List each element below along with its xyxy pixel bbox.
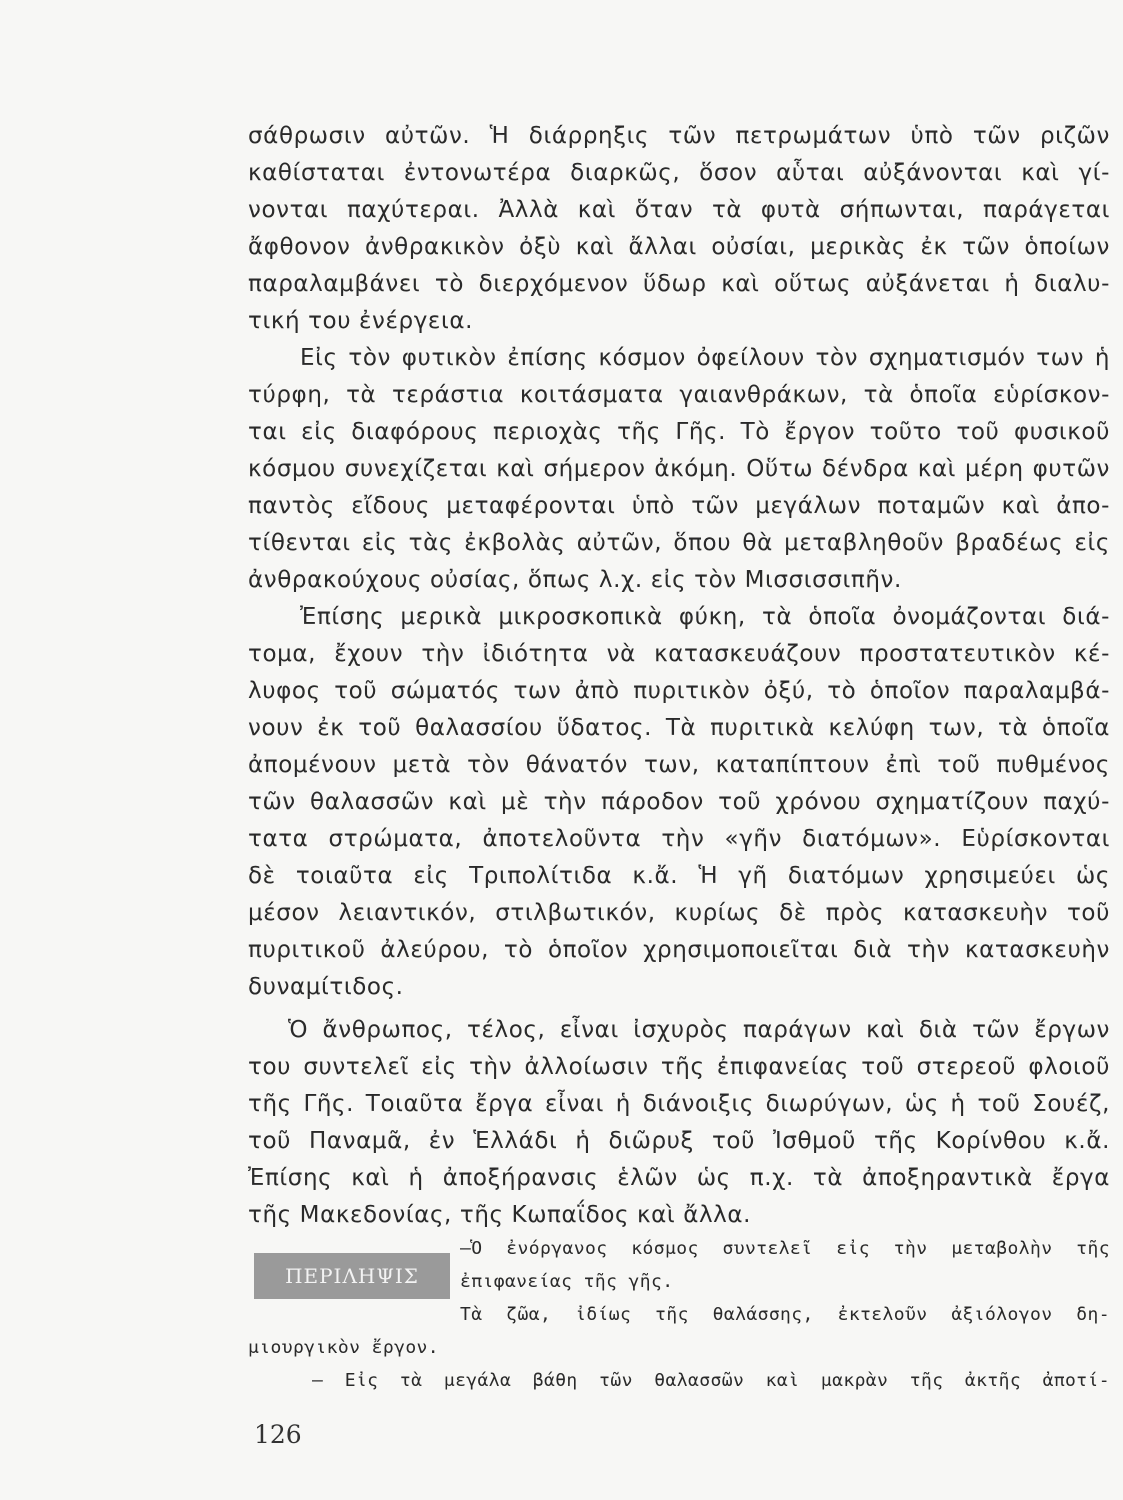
text-line: ἀπομένουν μετὰ τὸν θάνατόν των, καταπίπτουν ἐπὶ τοῦ πυθμένος	[248, 752, 1110, 778]
text-line: νονται παχύτεραι. Ἀλλὰ καὶ ὅταν τὰ φυτὰ σήπωνται, παράγεται	[248, 197, 1110, 223]
text-line: δὲ τοιαῦτα εἰς Τριπολίτιδα κ.ἄ. Ἡ γῆ διατόμων χρησιμεύει ὡς	[248, 863, 1110, 889]
text-line: πυριτικοῦ ἀλεύρου, τὸ ὁποῖον χρησιμοποιεῖται διὰ τὴν κατασκευὴν	[248, 937, 1110, 963]
summary-line: ἐπιφανείας τῆς γῆς.	[460, 1271, 674, 1292]
paragraph-start-line: Ὁ ἄνθρωπος, τέλος, εἶναι ἰσχυρὸς παράγων καὶ διὰ τῶν ἔργων	[288, 1017, 1110, 1043]
text-line: τοῦ Παναμᾶ, ἐν Ἑλλάδι ἡ διῶρυξ τοῦ Ἰσθμοῦ τῆς Κορίνθου κ.ἄ.	[248, 1128, 1110, 1154]
paragraph-start-line: Ἐπίσης μερικὰ μικροσκοπικὰ φύκη, τὰ ὁποῖα ὀνομάζονται διά-	[300, 604, 1110, 630]
text-line: του συντελεῖ εἰς τὴν ἀλλοίωσιν τῆς ἐπιφανείας τοῦ στερεοῦ φλοιοῦ	[248, 1054, 1110, 1080]
text-line: τίθενται εἰς τὰς ἐκβολὰς αὐτῶν, ὅπου θὰ μεταβληθοῦν βραδέως εἰς	[248, 530, 1110, 556]
body-text	[248, 118, 1110, 1234]
text-line: τῆς Γῆς. Τοιαῦτα ἔργα εἶναι ἡ διάνοιξις διωρύγων, ὡς ἡ τοῦ Σουέζ,	[248, 1091, 1110, 1117]
text-line: τομα, ἔχουν τὴν ἰδιότητα νὰ κατασκευάζουν προστατευτικὸν κέ-	[248, 641, 1110, 667]
summary-badge: ΠΕΡΙΛΗΨΙΣ	[254, 1253, 450, 1299]
summary-line: — Εἰς τὰ μεγάλα βάθη τῶν θαλασσῶν καὶ μακρὰν τῆς ἀκτῆς ἀποτί-	[312, 1370, 1110, 1391]
text-line: δυναμίτιδος.	[248, 974, 404, 1000]
text-line: τύρφη, τὰ τεράστια κοιτάσματα γαιανθράκων, τὰ ὁποῖα εὑρίσκον-	[248, 382, 1110, 408]
summary-line: Τὰ ζῶα, ἰδίως τῆς θαλάσσης, ἐκτελοῦν ἀξιόλογον δη-	[460, 1304, 1110, 1325]
text-line: τῶν θαλασσῶν καὶ μὲ τὴν πάροδον τοῦ χρόνου σχηματίζουν παχύ-	[248, 789, 1110, 815]
text-line: ἀνθρακούχους οὐσίας, ὅπως λ.χ. εἰς τὸν Μισσισσιπῆν.	[248, 567, 902, 593]
summary-section	[248, 1232, 1110, 1397]
text-line: νουν ἐκ τοῦ θαλασσίου ὕδατος. Τὰ πυριτικὰ κελύφη των, τὰ ὁποῖα	[248, 715, 1110, 741]
text-line: μέσον λειαντικόν, στιλβωτικόν, κυρίως δὲ πρὸς κατασκευὴν τοῦ	[248, 900, 1110, 926]
text-line: τική του ἐνέργεια.	[248, 308, 474, 334]
summary-line: —Ὁ ἐνόργανος κόσμος συντελεῖ εἰς τὴν μεταβολὴν τῆς	[460, 1238, 1110, 1259]
text-line: λυφος τοῦ σώματός των ἀπὸ πυριτικὸν ὀξύ, τὸ ὁποῖον παραλαμβά-	[248, 678, 1110, 704]
text-line: ται εἰς διαφόρους περιοχὰς τῆς Γῆς. Τὸ ἔργον τοῦτο τοῦ φυσικοῦ	[248, 419, 1110, 445]
page-number: 126	[254, 1420, 302, 1449]
text-line: κόσμου συνεχίζεται καὶ σήμερον ἀκόμη. Οὕτω δένδρα καὶ μέρη φυτῶν	[248, 456, 1110, 482]
text-line: σάθρωσιν αὐτῶν. Ἡ διάρρηξις τῶν πετρωμάτων ὑπὸ τῶν ριζῶν	[248, 123, 1110, 149]
text-line: Ἐπίσης καὶ ἡ ἀποξήρανσις ἑλῶν ὡς π.χ. τὰ ἀποξηραντικὰ ἔργα	[248, 1165, 1110, 1191]
text-line: τατα στρώματα, ἀποτελοῦντα τὴν «γῆν διατόμων». Εὑρίσκονται	[248, 826, 1110, 852]
text-line: παραλαμβάνει τὸ διερχόμενον ὕδωρ καὶ οὕτως αὐξάνεται ἡ διαλυ-	[248, 271, 1110, 297]
text-line: παντὸς εἴδους μεταφέρονται ὑπὸ τῶν μεγάλων ποταμῶν καὶ ἀπο-	[248, 493, 1110, 519]
paragraph-start-line: Εἰς τὸν φυτικὸν ἐπίσης κόσμον ὀφείλουν τὸν σχηματισμόν των ἡ	[300, 345, 1110, 371]
text-line: τῆς Μακεδονίας, τῆς Κωπαΐδος καὶ ἄλλα.	[248, 1202, 752, 1228]
text-line: καθίσταται ἐντονωτέρα διαρκῶς, ὅσον αὗται αὐξάνονται καὶ γί-	[248, 160, 1110, 186]
summary-line: μιουργικὸν ἔργον.	[248, 1337, 440, 1358]
text-line: ἄφθονον ἀνθρακικὸν ὀξὺ καὶ ἄλλαι οὐσίαι, μερικὰς ἐκ τῶν ὁποίων	[248, 234, 1110, 260]
